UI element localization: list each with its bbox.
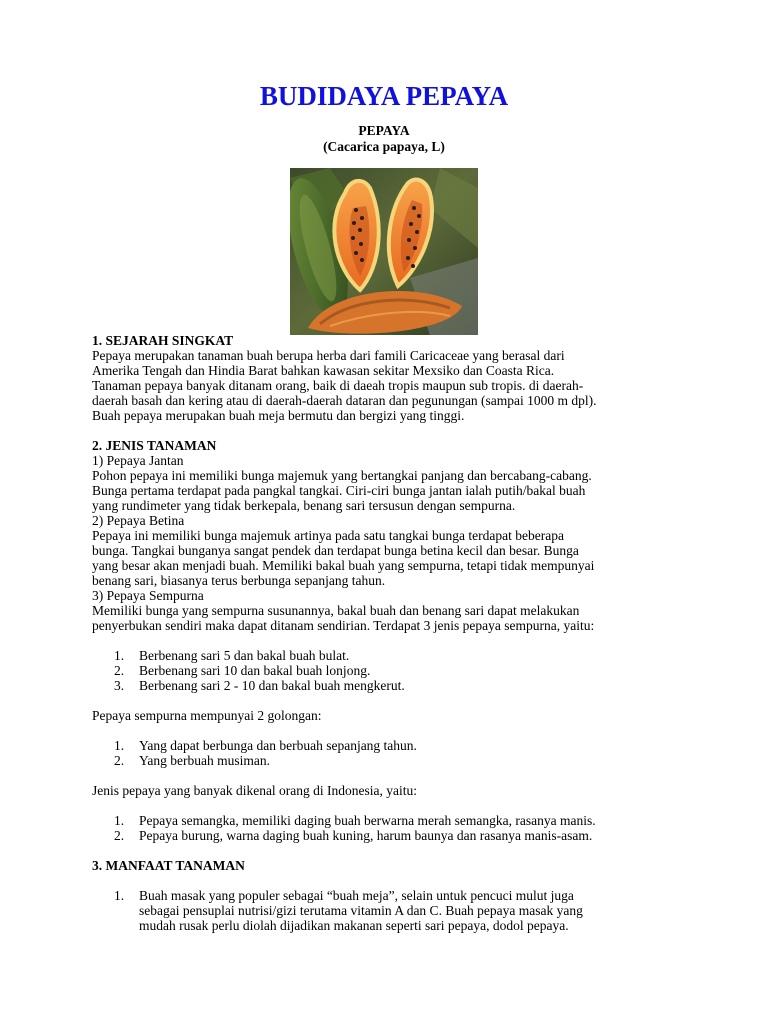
list-text: Pepaya burung, warna daging buah kuning, harum baunya dan rasanya manis-asam.	[139, 828, 593, 843]
papaya-photo	[290, 168, 478, 335]
list-text: Yang berbuah musiman.	[139, 753, 270, 768]
list-item	[114, 828, 692, 843]
paragraph-line: Pepaya merupakan tanaman buah berupa herba dari famili Caricaceae yang berasal dari	[92, 348, 565, 363]
subheading-sempurna: 3) Pepaya Sempurna	[92, 588, 204, 603]
subheading-jantan: 1) Pepaya Jantan	[92, 453, 184, 468]
subtitle-line-2: (Cacarica papaya, L)	[323, 139, 445, 154]
list-text-line: sebagai pensuplai nutrisi/gizi terutama vitamin A dan C. Buah pepaya masak yang	[139, 903, 583, 918]
list-item	[114, 648, 692, 663]
document-body	[92, 333, 692, 933]
paragraph-line: Memiliki bunga yang sempurna susunannya, bakal buah dan benang sari dapat melakukan	[92, 603, 580, 618]
list-item	[114, 678, 692, 693]
subtitle-line-1: PEPAYA	[358, 123, 410, 138]
paragraph-line: penyerbukan sendiri maka dapat ditanam sendirian. Terdapat 3 jenis pepaya sempurna, yaitu:	[92, 618, 595, 633]
section-heading-sejarah: 1. SEJARAH SINGKAT	[92, 333, 234, 348]
section-heading-manfaat: 3. MANFAAT TANAMAN	[92, 858, 245, 873]
paragraph-line: Tanaman pepaya banyak ditanam orang, baik di daeah tropis maupun sub tropis. di daerah-	[92, 378, 584, 393]
list-text-line: mudah rusak perlu diolah dijadikan makanan seperti sari pepaya, dodol pepaya.	[139, 918, 569, 933]
list-text	[139, 888, 692, 933]
list-number: 3.	[114, 678, 125, 693]
list-number: 1.	[114, 813, 125, 828]
list-text-line: Buah masak yang populer sebagai “buah meja”, selain untuk pencuci mulut juga	[139, 888, 574, 903]
list-item	[114, 663, 692, 678]
paragraph-line: bunga. Tangkai bunganya sangat pendek dan terdapat bunga betina kecil dan besar. Bunga	[92, 543, 579, 558]
paragraph-line: yang rundimeter yang tidak berkepala, benang sari tersusun dengan sempurna.	[92, 498, 516, 513]
paragraph-line: Buah pepaya merupakan buah meja bermutu dan bergizi yang tinggi.	[92, 408, 465, 423]
list-number: 1.	[114, 648, 125, 663]
list-jenis-indonesia	[92, 813, 692, 843]
list-item	[114, 888, 692, 933]
list-manfaat	[92, 888, 692, 933]
list-number: 1.	[114, 738, 125, 753]
list-text: Berbenang sari 10 dan bakal buah lonjong.	[139, 663, 371, 678]
paragraph-line: Bunga pertama terdapat pada pangkal tangkai. Ciri-ciri bunga jantan ialah putih/bakal buah	[92, 483, 586, 498]
list-number: 2.	[114, 753, 125, 768]
paragraph-line: benang sari, biasanya terus berbunga sepanjang tahun.	[92, 573, 386, 588]
list-item	[114, 738, 692, 753]
list-number: 2.	[114, 663, 125, 678]
list-jenis-sempurna	[92, 648, 692, 693]
list-number: 2.	[114, 828, 125, 843]
list-item	[114, 753, 692, 768]
paragraph-line: Pohon pepaya ini memiliki bunga majemuk yang bertangkai panjang dan bercabang-cabang.	[92, 468, 592, 483]
list-text: Pepaya semangka, memiliki daging buah berwarna merah semangka, rasanya manis.	[139, 813, 596, 828]
list-text: Berbenang sari 2 - 10 dan bakal buah mengkerut.	[139, 678, 405, 693]
paragraph-line: daerah basah dan kering atau di daerah-daerah dataran dan pegunungan (sampai 1000 m dpl).	[92, 393, 597, 408]
paragraph-line: Pepaya ini memiliki bunga majemuk artinya pada satu tangkai bunga terdapat beberapa	[92, 528, 564, 543]
document-subtitle	[0, 123, 768, 155]
paragraph-indonesia: Jenis pepaya yang banyak dikenal orang di Indonesia, yaitu:	[92, 783, 418, 798]
list-text: Berbenang sari 5 dan bakal buah bulat.	[139, 648, 350, 663]
section-heading-jenis: 2. JENIS TANAMAN	[92, 438, 217, 453]
subheading-betina: 2) Pepaya Betina	[92, 513, 185, 528]
list-item	[114, 813, 692, 828]
paragraph-line: yang besar akan menjadi buah. Memiliki bakal buah yang sempurna, tetapi tidak mempunyai	[92, 558, 595, 573]
list-text: Yang dapat berbunga dan berbuah sepanjang tahun.	[139, 738, 417, 753]
paragraph-line: Amerika Tengah dan Hindia Barat bahkan kawasan sekitar Mexsiko dan Coasta Rica.	[92, 363, 555, 378]
list-number: 1.	[114, 888, 125, 903]
list-golongan	[92, 738, 692, 768]
paragraph-golongan: Pepaya sempurna mempunyai 2 golongan:	[92, 708, 322, 723]
document-title: BUDIDAYA PEPAYA	[259, 81, 509, 111]
